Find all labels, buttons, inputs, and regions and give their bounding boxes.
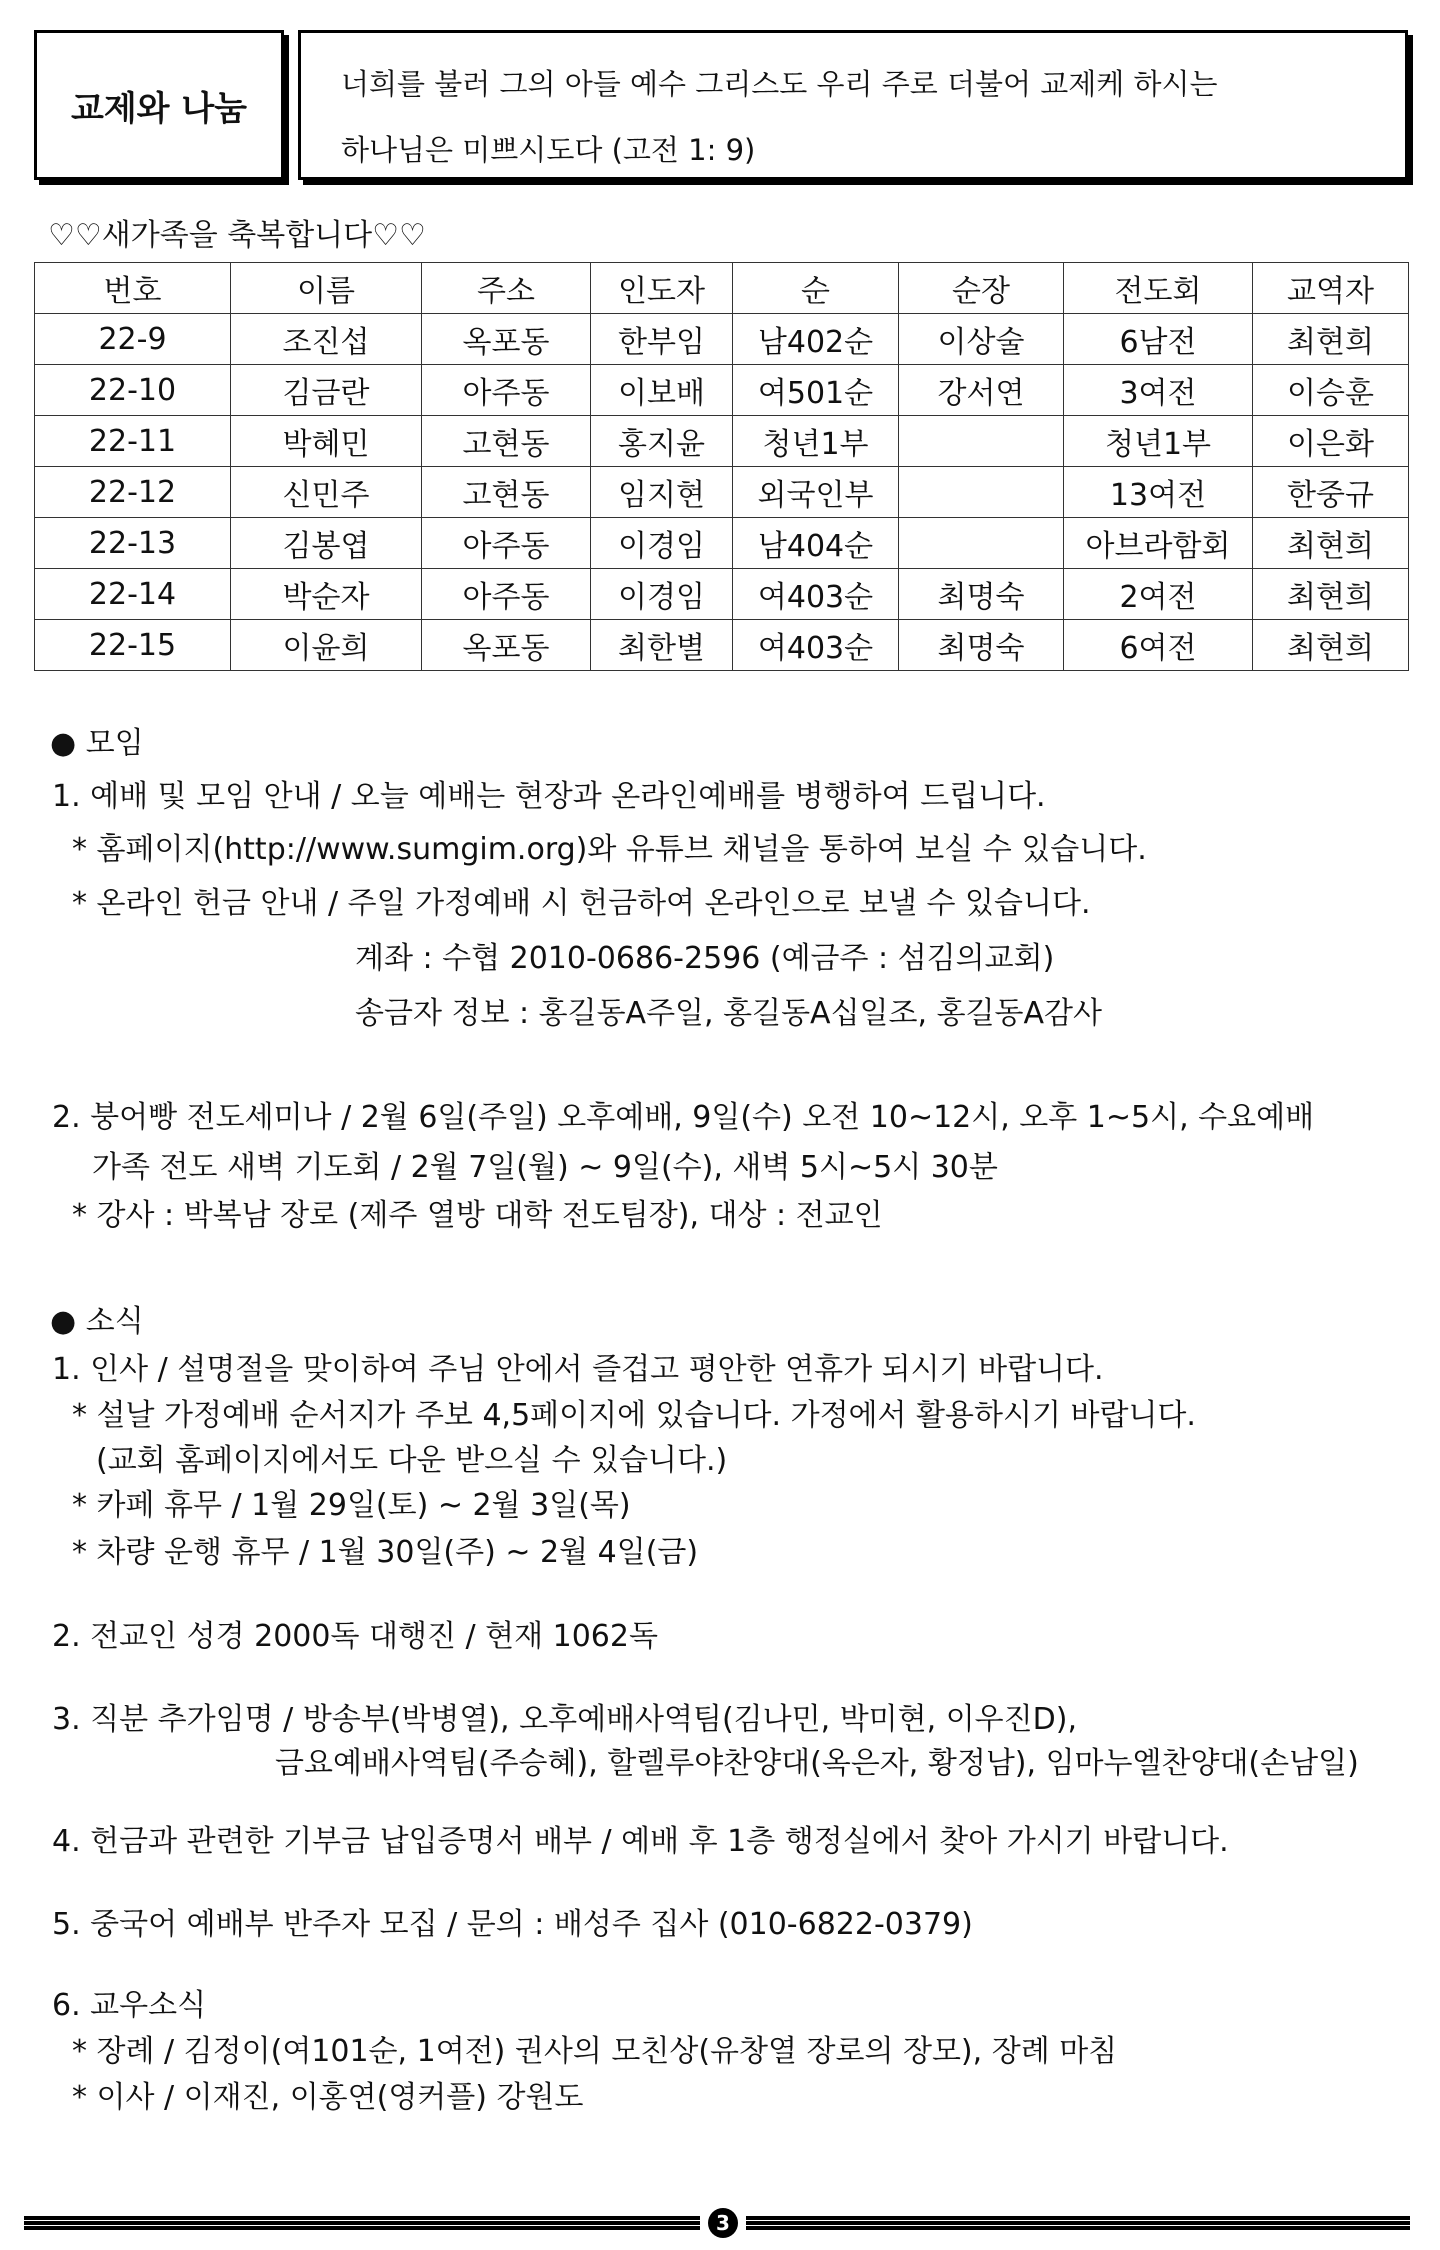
- table-cell: 고현동: [422, 467, 591, 518]
- col-header: 전도회: [1064, 263, 1253, 314]
- table-cell: [899, 467, 1064, 518]
- meeting-line: 2. 붕어빵 전도세미나 / 2월 6일(주일) 오후예배, 9일(수) 오전 10~12시, 오후 1~5시, 수요예배: [52, 1100, 1315, 1135]
- table-cell: 홍지윤: [591, 416, 733, 467]
- table-cell: 강서연: [899, 365, 1064, 416]
- footer-rule-right: [746, 2216, 1410, 2230]
- table-row: [35, 467, 1409, 518]
- table-cell: 최현희: [1253, 518, 1409, 569]
- table-row: [35, 314, 1409, 365]
- section-title: 교제와 나눔: [70, 88, 248, 129]
- table-cell: 옥포동: [422, 620, 591, 671]
- table-cell: 이은화: [1253, 416, 1409, 467]
- table-row: [35, 416, 1409, 467]
- news-line: 4. 헌금과 관련한 기부금 납입증명서 배부 / 예배 후 1층 행정실에서 찾아 가시기 바랍니다.: [52, 1824, 1229, 1859]
- table-cell: 고현동: [422, 416, 591, 467]
- news-line: 금요예배사역팀(주승혜), 할렐루야찬양대(옥은자, 황정남), 임마누엘찬양대(손남일): [275, 1746, 1359, 1781]
- col-header: 순장: [899, 263, 1064, 314]
- verse-line-2: 하나님은 미쁘시도다 (고전 1: 9): [341, 133, 756, 167]
- table-cell: 김봉엽: [231, 518, 422, 569]
- page-number: 3: [708, 2208, 738, 2238]
- table-cell: 22-13: [35, 518, 231, 569]
- section-title-box: [34, 30, 284, 180]
- table-row: [35, 569, 1409, 620]
- table-cell: 22-15: [35, 620, 231, 671]
- table-cell: 아주동: [422, 518, 591, 569]
- col-header: 이름: [231, 263, 422, 314]
- table-cell: 22-9: [35, 314, 231, 365]
- table-cell: 최한별: [591, 620, 733, 671]
- table-cell: 최명숙: [899, 620, 1064, 671]
- table-cell: 청년1부: [1064, 416, 1253, 467]
- meeting-line: * 홈페이지(http://www.sumgim.org)와 유튜브 채널을 통하여 보실 수 있습니다.: [72, 832, 1147, 867]
- table-cell: 남404순: [733, 518, 899, 569]
- col-header: 교역자: [1253, 263, 1409, 314]
- table-cell: 한부임: [591, 314, 733, 365]
- col-header: 순: [733, 263, 899, 314]
- news-heading: ● 소식: [50, 1304, 144, 1339]
- news-line: * 카페 휴무 / 1월 29일(토) ~ 2월 3일(목): [72, 1488, 631, 1523]
- table-cell: 이보배: [591, 365, 733, 416]
- news-line: 5. 중국어 예배부 반주자 모집 / 문의 : 배성주 집사 (010-6822-0379): [52, 1907, 973, 1942]
- table-row: [35, 365, 1409, 416]
- table-cell: 청년1부: [733, 416, 899, 467]
- meeting-line: 1. 예배 및 모임 안내 / 오늘 예배는 현장과 온라인예배를 병행하여 드립니다.: [52, 779, 1046, 814]
- table-cell: 22-12: [35, 467, 231, 518]
- table-cell: 최현희: [1253, 620, 1409, 671]
- news-line: * 설날 가정예배 순서지가 주보 4,5페이지에 있습니다. 가정에서 활용하시기 바랍니다.: [72, 1398, 1196, 1433]
- table-row: [35, 518, 1409, 569]
- table-cell: 6여전: [1064, 620, 1253, 671]
- table-cell: 외국인부: [733, 467, 899, 518]
- news-line: * 차량 운행 휴무 / 1월 30일(주) ~ 2월 4일(금): [72, 1535, 699, 1570]
- table-cell: 옥포동: [422, 314, 591, 365]
- col-header: 인도자: [591, 263, 733, 314]
- table-cell: 2여전: [1064, 569, 1253, 620]
- table-cell: 22-11: [35, 416, 231, 467]
- table-cell: 이상술: [899, 314, 1064, 365]
- table-cell: 여403순: [733, 620, 899, 671]
- table-cell: 남402순: [733, 314, 899, 365]
- meeting-line: 가족 전도 새벽 기도회 / 2월 7일(월) ~ 9일(수), 새벽 5시~5시 30분: [92, 1150, 998, 1185]
- table-cell: 이경임: [591, 569, 733, 620]
- table-cell: 이승훈: [1253, 365, 1409, 416]
- newfamily-table: [34, 262, 1409, 671]
- news-line: 1. 인사 / 설명절을 맞이하여 주님 안에서 즐겁고 평안한 연휴가 되시기 바랍니다.: [52, 1352, 1104, 1387]
- table-cell: [899, 518, 1064, 569]
- table-cell: 아브라함회: [1064, 518, 1253, 569]
- newfamily-title: ♡♡새가족을 축복합니다♡♡: [48, 218, 426, 253]
- table-cell: 아주동: [422, 365, 591, 416]
- news-line: 3. 직분 추가임명 / 방송부(박병열), 오후예배사역팀(김나민, 박미현, 이우진D),: [52, 1702, 1077, 1737]
- meeting-heading: ● 모임: [50, 726, 144, 761]
- table-cell: 3여전: [1064, 365, 1253, 416]
- table-cell: 22-10: [35, 365, 231, 416]
- table-row: [35, 620, 1409, 671]
- table-cell: 13여전: [1064, 467, 1253, 518]
- table-cell: 박혜민: [231, 416, 422, 467]
- news-line: * 이사 / 이재진, 이홍연(영커플) 강원도: [72, 2080, 584, 2115]
- table-cell: 최명숙: [899, 569, 1064, 620]
- col-header: 주소: [422, 263, 591, 314]
- table-header-row: [35, 263, 1409, 314]
- verse-box: [298, 30, 1408, 180]
- table-cell: 최현희: [1253, 314, 1409, 365]
- table-cell: 임지현: [591, 467, 733, 518]
- table-cell: 신민주: [231, 467, 422, 518]
- table-cell: 한중규: [1253, 467, 1409, 518]
- news-line: (교회 홈페이지에서도 다운 받으실 수 있습니다.): [96, 1443, 728, 1478]
- table-cell: 아주동: [422, 569, 591, 620]
- news-line: 6. 교우소식: [52, 1988, 207, 2023]
- table-cell: 김금란: [231, 365, 422, 416]
- table-cell: 22-14: [35, 569, 231, 620]
- table-cell: 여501순: [733, 365, 899, 416]
- verse-line-1: 너희를 불러 그의 아들 예수 그리스도 우리 주로 더불어 교제케 하시는: [341, 67, 1218, 101]
- table-cell: 6남전: [1064, 314, 1253, 365]
- table-cell: 이경임: [591, 518, 733, 569]
- account-info: 계좌 : 수협 2010-0686-2596 (예금주 : 섬김의교회): [355, 941, 1055, 976]
- table-cell: [899, 416, 1064, 467]
- meeting-line: * 강사 : 박복남 장로 (제주 열방 대학 전도팀장), 대상 : 전교인: [72, 1198, 883, 1233]
- sender-info: 송금자 정보 : 홍길동A주일, 홍길동A십일조, 홍길동A감사: [355, 996, 1103, 1031]
- col-header: 번호: [35, 263, 231, 314]
- table-cell: 조진섭: [231, 314, 422, 365]
- table-cell: 박순자: [231, 569, 422, 620]
- meeting-line: * 온라인 헌금 안내 / 주일 가정예배 시 헌금하여 온라인으로 보낼 수 있습니다.: [72, 886, 1091, 921]
- footer-rule-left: [24, 2216, 700, 2230]
- news-line: 2. 전교인 성경 2000독 대행진 / 현재 1062독: [52, 1619, 658, 1654]
- table-cell: 최현희: [1253, 569, 1409, 620]
- table-cell: 여403순: [733, 569, 899, 620]
- table-cell: 이윤희: [231, 620, 422, 671]
- news-line: * 장례 / 김정이(여101순, 1여전) 권사의 모친상(유창열 장로의 장모), 장례 마침: [72, 2034, 1118, 2069]
